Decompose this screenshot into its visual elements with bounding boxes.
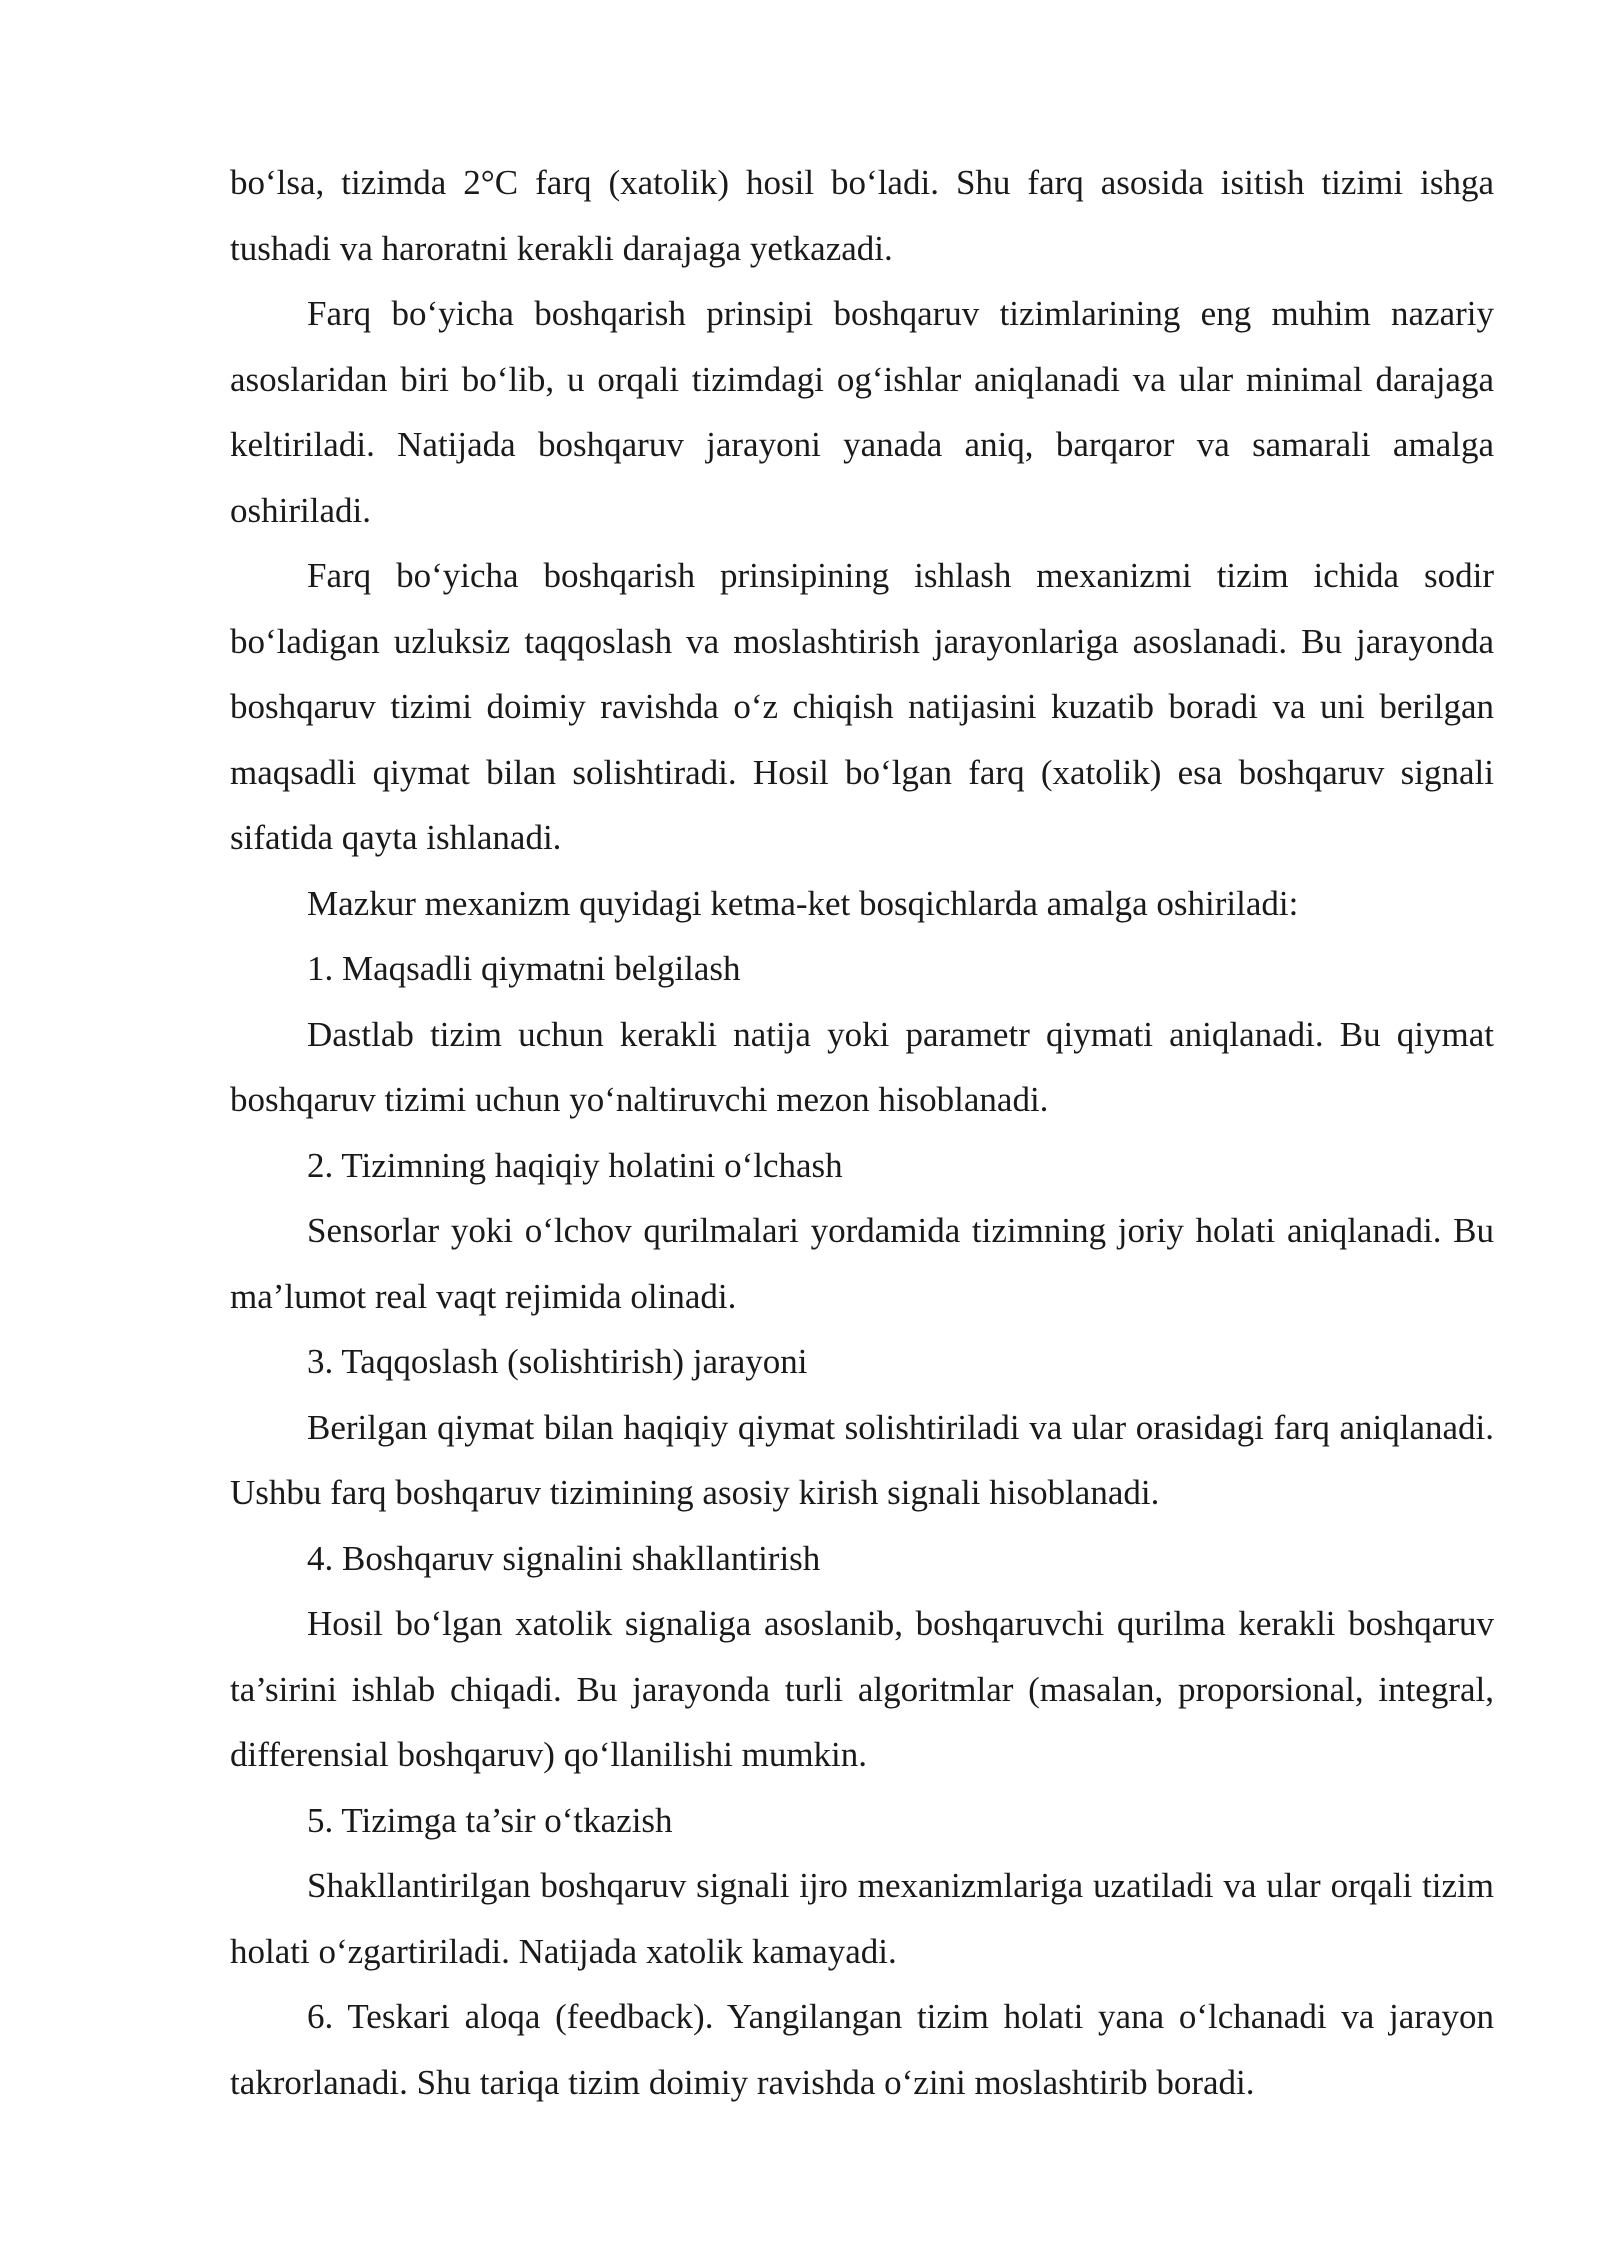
step-6-feedback: 6. Teskari aloqa (feedback). Yangilangan tizim holati yana o‘lchanadi va jarayon takrorlanadi. Shu tariqa tizim doimiy ravishda o‘zini moslashtirib boradi. [230, 1997, 1494, 2102]
step-heading-4: 4. Boshqaruv signalini shakllantirish [307, 1538, 821, 1578]
step-heading-2: 2. Tizimning haqiqiy holatini o‘lchash [307, 1145, 843, 1185]
step-text-2: Sensorlar yoki o‘lchov qurilmalari yordamida tizimning joriy holati aniqlanadi. Bu ma’lumot real vaqt rejimida olinadi. [230, 1211, 1494, 1316]
step-text-4: Hosil bo‘lgan xatolik signaliga asoslanib, boshqaruvchi qurilma kerakli boshqaruv ta’sirini ishlab chiqadi. Bu jarayonda turli algoritmlar (masalan, proporsional, integral, differensial boshqaruv) qo‘llanilishi mumkin. [230, 1604, 1494, 1774]
document-page [230, 150, 1494, 2115]
paragraph-mechanism: Farq bo‘yicha boshqarish prinsipining ishlash mexanizmi tizim ichida sodir bo‘ladigan uzluksiz taqqoslash va moslashtirish jarayonlariga asoslanadi. Bu jarayonda boshqaruv tizimi doimiy ravishda o‘z chiqish natijasini kuzatib boradi va uni berilgan maqsadli qiymat bilan solishtiradi. Hosil bo‘lgan farq (xatolik) esa boshqaruv signali sifatida qayta ishlanadi. [230, 556, 1494, 857]
step-text-5: Shakllantirilgan boshqaruv signali ijro mexanizmlariga uzatiladi va ular orqali tizim holati o‘zgartiriladi. Natijada xatolik kamayadi. [230, 1866, 1494, 1971]
paragraph-continuation: bo‘lsa, tizimda 2°C farq (xatolik) hosil bo‘ladi. Shu farq asosida isitish tizimi ishga tushadi va haroratni kerakli darajaga yetkazadi. [230, 163, 1494, 268]
step-heading-3: 3. Taqqoslash (solishtirish) jarayoni [307, 1342, 808, 1381]
step-heading-1: 1. Maqsadli qiymatni belgilash [307, 949, 741, 988]
paragraph-principle-definition: Farq bo‘yicha boshqarish prinsipi boshqaruv tizimlarining eng muhim nazariy asoslaridan biri bo‘lib, u orqali tizimdagi og‘ishlar aniqlanadi va ular minimal darajaga keltiriladi. Natijada boshqaruv jarayoni yanada aniq, barqaror va samarali amalga oshiriladi. [230, 294, 1494, 530]
step-text-1: Dastlab tizim uchun kerakli natija yoki parametr qiymati aniqlanadi. Bu qiymat boshqaruv tizimi uchun yo‘naltiruvchi mezon hisoblanadi. [230, 1014, 1494, 1119]
paragraph-stages-intro: Mazkur mexanizm quyidagi ketma-ket bosqichlarda amalga oshiriladi: [307, 883, 1299, 923]
step-heading-5: 5. Tizimga ta’sir o‘tkazish [307, 1800, 673, 1840]
step-text-3: Berilgan qiymat bilan haqiqiy qiymat solishtiriladi va ular orasidagi farq aniqlanadi. Ushbu farq boshqaruv tizimining asosiy kirish signali hisoblanadi. [230, 1407, 1494, 1512]
